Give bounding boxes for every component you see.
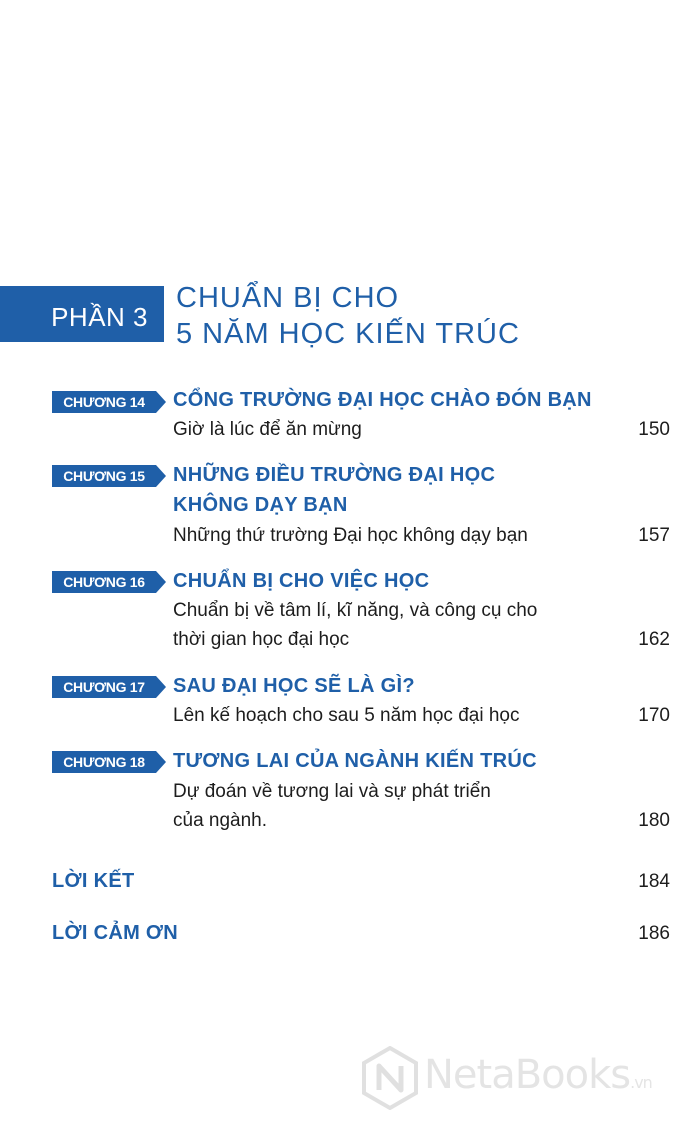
part-title — [176, 280, 520, 352]
chapter-title: KHÔNG DẠY BẠN — [173, 494, 348, 516]
chapter-description: thời gian học đại học — [173, 629, 350, 650]
toc-entry-chapter-18[interactable] — [0, 751, 700, 841]
chapter-tag-label: CHƯƠNG 16 — [63, 574, 145, 590]
toc-entry-chapter-14[interactable] — [0, 389, 700, 449]
page-number: 180 — [638, 810, 670, 831]
watermark-brand: NetaBooks — [424, 1052, 631, 1098]
toc-entry-chapter-16[interactable] — [0, 571, 700, 661]
chapter-title: CHUẨN BỊ CHO VIỆC HỌC — [173, 570, 430, 592]
toc-entry-epilogue[interactable] — [0, 866, 700, 896]
chapter-description: của ngành. — [173, 810, 268, 831]
chapter-tag-label: CHƯƠNG 14 — [63, 394, 145, 410]
page-number: 162 — [638, 629, 670, 650]
chapter-title: CỔNG TRƯỜNG ĐẠI HỌC CHÀO ĐÓN BẠN — [173, 389, 592, 411]
toc-entry-acknowledgements[interactable] — [0, 918, 700, 948]
chapter-title: TƯƠNG LAI CỦA NGÀNH KIẾN TRÚC — [173, 750, 537, 772]
page-number: 150 — [638, 419, 670, 440]
chapter-tag-label: CHƯƠNG 18 — [63, 754, 145, 770]
part-title-line: CHUẨN BỊ CHO — [176, 282, 400, 314]
page-number: 184 — [638, 871, 670, 892]
chapter-description: Chuẩn bị về tâm lí, kĩ năng, và công cụ cho — [173, 600, 538, 621]
chapter-title: SAU ĐẠI HỌC SẼ LÀ GÌ? — [173, 675, 415, 697]
watermark-suffix: .vn — [630, 1073, 652, 1092]
chapter-tag-label: CHƯƠNG 17 — [63, 679, 145, 695]
part-label: PHẦN 3 — [51, 302, 148, 332]
chapter-description: Dự đoán về tương lai và sự phát triển — [173, 781, 491, 802]
section-title: LỜI CẢM ƠN — [52, 922, 178, 944]
chapter-tag-label: CHƯƠNG 15 — [63, 468, 145, 484]
hexagon-n-logo-icon — [362, 1046, 418, 1110]
toc-entry-chapter-17[interactable] — [0, 676, 700, 736]
page-number: 186 — [638, 923, 670, 944]
watermark — [362, 1044, 682, 1114]
toc-entry-chapter-15[interactable] — [0, 465, 700, 555]
part-title-line: 5 NĂM HỌC KIẾN TRÚC — [176, 318, 520, 350]
page-number: 170 — [638, 705, 670, 726]
chapter-description: Lên kế hoạch cho sau 5 năm học đại học — [173, 705, 520, 726]
chapter-description: Những thứ trường Đại học không dạy bạn — [173, 525, 528, 546]
chapter-description: Giờ là lúc để ăn mừng — [173, 419, 362, 440]
section-title: LỜI KẾT — [52, 870, 135, 892]
chapter-title: NHỮNG ĐIỀU TRƯỜNG ĐẠI HỌC — [173, 464, 496, 486]
watermark-text — [424, 1052, 652, 1098]
page-number: 157 — [638, 525, 670, 546]
